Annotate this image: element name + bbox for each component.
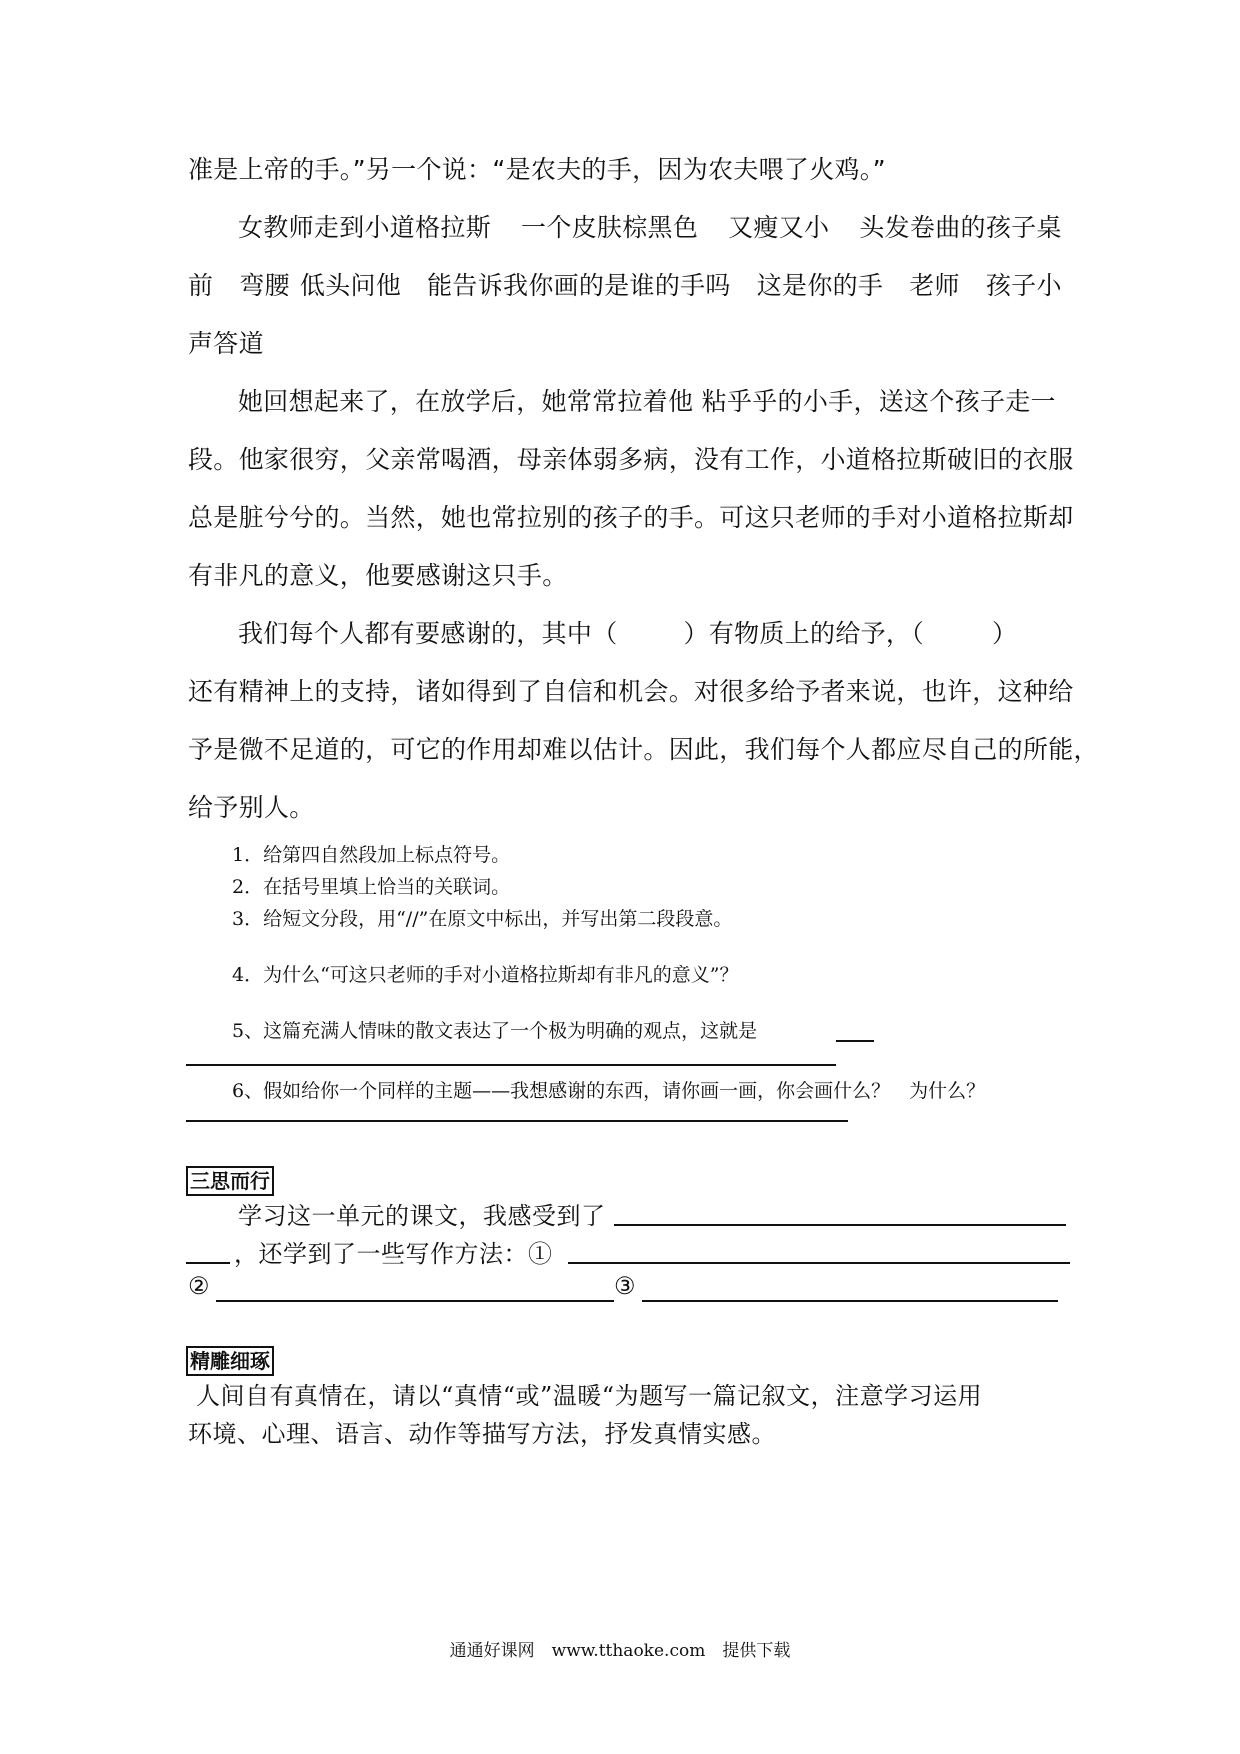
story-line: 还有精神上的支持，诸如得到了自信和机会。对很多给予者来说，也许，这种给 — [188, 677, 1074, 706]
story-paragraph-6-line-1: 我们每个人都有要感谢的，其中（ ）有物质上的给予，（ ） — [238, 619, 1018, 648]
story-line: 准是上帝的手。”另一个说：“是农夫的手，因为农夫喂了火鸡。” — [188, 155, 886, 184]
answer-line-method-2[interactable] — [216, 1300, 614, 1302]
question-1: 1．给第四自然段加上标点符号。 — [232, 844, 511, 866]
answer-line-q6[interactable] — [186, 1120, 848, 1122]
answer-line-feel[interactable] — [614, 1224, 1066, 1226]
question-2: 2．在括号里填上恰当的关联词。 — [232, 876, 511, 898]
section-tag-sansi: 三思而行 — [186, 1166, 274, 1196]
story-line: 予是微不足道的，可它的作用却难以估计。因此，我们每个人都应尽自己的所能， — [188, 735, 1099, 764]
question-3: 3．给短文分段，用“//”在原文中标出，并写出第二段段意。 — [232, 908, 733, 930]
story-paragraph-4-line-2: 前 弯腰 低头问他 能告诉我你画的是谁的手吗 这是你的手 老师 孩子小 — [188, 271, 1062, 300]
story-line: 她回想起来了，在放学后，她常常拉着他 粘乎乎的小手，送这个孩子走一 — [238, 387, 1056, 416]
answer-line-q5[interactable] — [836, 1040, 874, 1042]
question-4: 4．为什么“可这只老师的手对小道格拉斯却有非凡的意义”？ — [232, 964, 739, 986]
question-5: 5、这篇充满人情味的散文表达了一个极为明确的观点，这就是 — [232, 1020, 758, 1042]
question-6: 6、假如给你一个同样的主题——我想感谢的东西，请你画一画，你会画什么？ 为什么？ — [232, 1080, 986, 1102]
jingdiao-line-1: 人间自有真情在，请以“真情“或”温暖“为题写一篇记叙文，注意学习运用 — [196, 1382, 983, 1410]
story-line: 总是脏兮兮的。当然，她也常拉别的孩子的手。可这只老师的手对小道格拉斯却 — [188, 503, 1074, 532]
answer-line-method-3[interactable] — [642, 1300, 1058, 1302]
jingdiao-line-2: 环境、心理、语言、动作等描写方法，抒发真情实感。 — [188, 1420, 776, 1448]
story-paragraph-4-line-1: 女教师走到小道格拉斯 一个皮肤棕黑色 又瘦又小 头发卷曲的孩子桌 — [238, 213, 1062, 242]
story-line: 有非凡的意义，他要感谢这只手。 — [188, 561, 568, 590]
story-line: 声答道 — [188, 329, 264, 358]
section-tag-jingdiao: 精雕细琢 — [186, 1346, 274, 1376]
answer-line-method-1[interactable] — [568, 1262, 1070, 1264]
page-footer: 通通好课网 www.tthaoke.com 提供下载 — [449, 1641, 791, 1661]
answer-line-feel-continued[interactable] — [186, 1262, 230, 1264]
story-line: 段。他家很穷，父亲常喝酒，母亲体弱多病，没有工作，小道格拉斯破旧的衣服 — [188, 445, 1074, 474]
story-line: 给予别人。 — [188, 793, 315, 822]
method-marker-3: ③ — [614, 1272, 637, 1300]
sansi-line-1: 学习这一单元的课文，我感受到了 — [238, 1202, 606, 1230]
answer-line-q5-continued[interactable] — [186, 1064, 836, 1066]
method-marker-2: ② — [188, 1272, 211, 1300]
sansi-line-2: ，还学到了一些写作方法：① — [234, 1240, 553, 1268]
